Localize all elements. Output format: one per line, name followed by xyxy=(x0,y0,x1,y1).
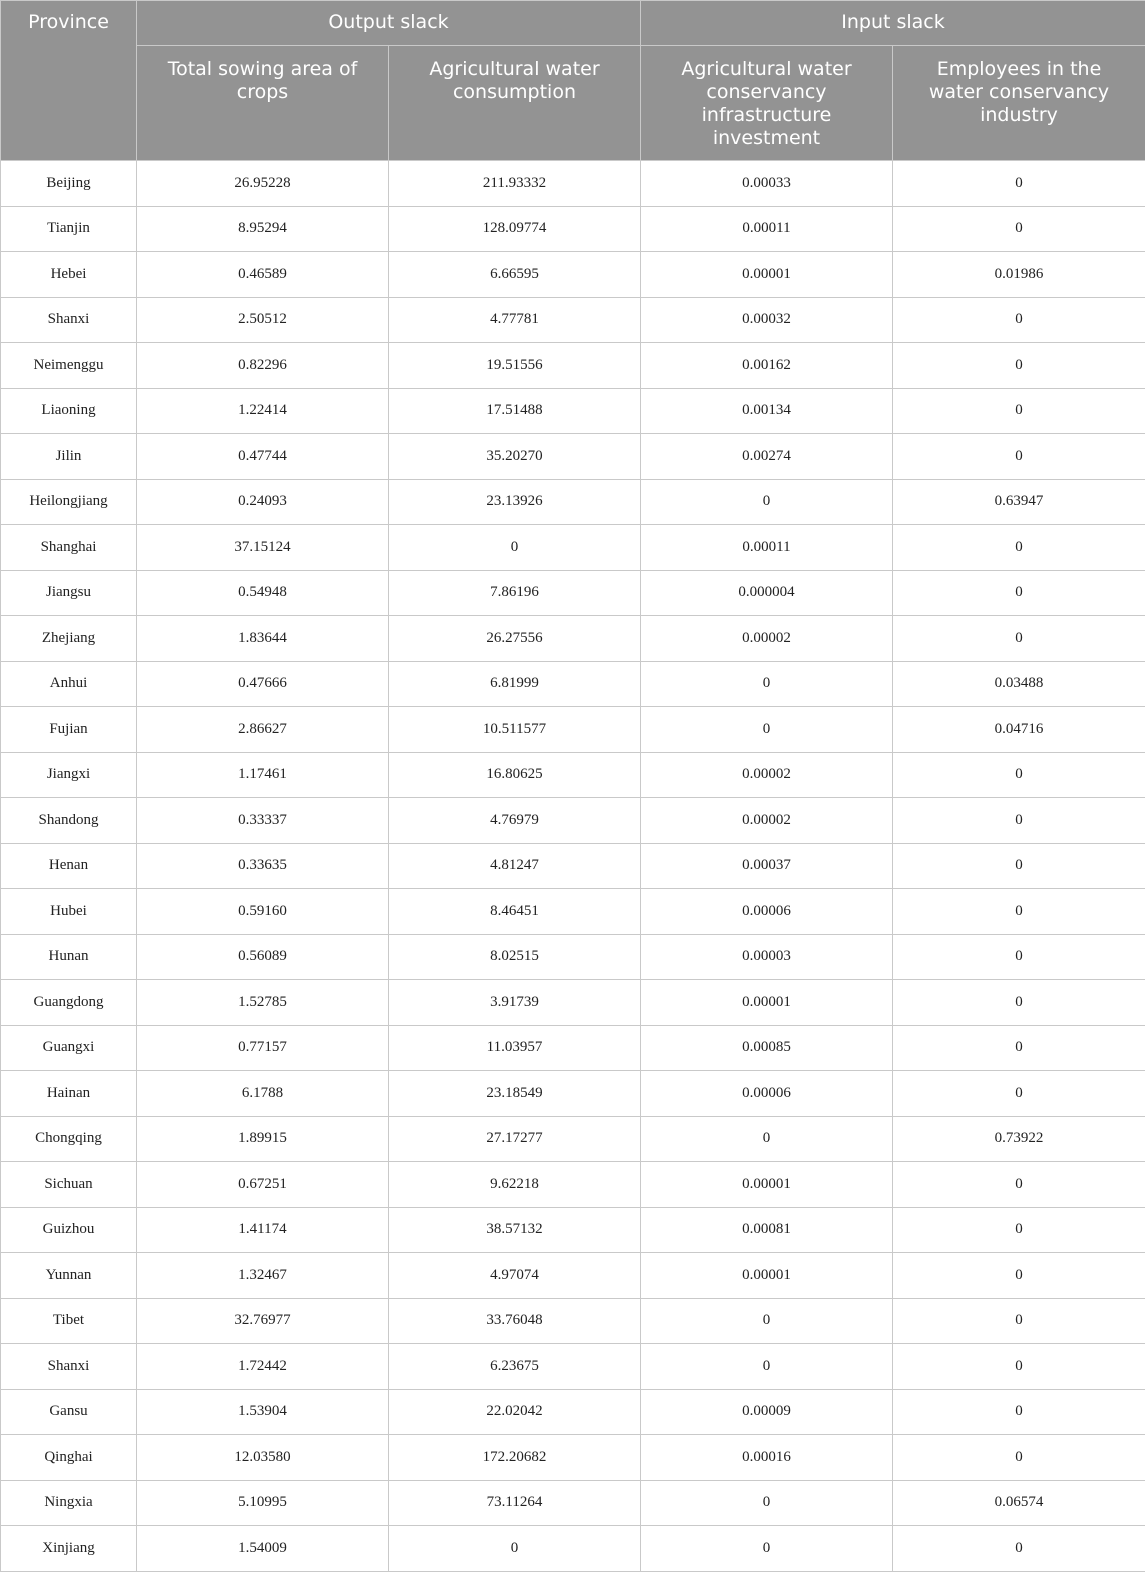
employees-cell: 0.04716 xyxy=(893,707,1145,753)
table-row xyxy=(1,1298,1145,1344)
sowing-area-cell: 0.46589 xyxy=(137,252,389,298)
water-consumption-cell: 6.23675 xyxy=(389,1344,641,1390)
employees-cell: 0 xyxy=(893,1025,1145,1071)
employees-cell: 0 xyxy=(893,752,1145,798)
sowing-area-cell: 2.86627 xyxy=(137,707,389,753)
table-row xyxy=(1,388,1145,434)
province-cell: Hunan xyxy=(1,934,137,980)
water-consumption-cell: 0 xyxy=(389,525,641,571)
header-input-slack: Input slack xyxy=(641,1,1145,46)
province-cell: Ningxia xyxy=(1,1480,137,1526)
employees-cell: 0 xyxy=(893,1344,1145,1390)
sowing-area-cell: 6.1788 xyxy=(137,1071,389,1117)
sowing-area-cell: 0.56089 xyxy=(137,934,389,980)
water-consumption-cell: 6.81999 xyxy=(389,661,641,707)
sowing-area-cell: 37.15124 xyxy=(137,525,389,571)
investment-cell: 0.00011 xyxy=(641,525,893,571)
employees-cell: 0.73922 xyxy=(893,1116,1145,1162)
table-row xyxy=(1,1389,1145,1435)
table-row xyxy=(1,1480,1145,1526)
water-consumption-cell: 4.77781 xyxy=(389,297,641,343)
investment-cell: 0.00001 xyxy=(641,1253,893,1299)
sowing-area-cell: 1.89915 xyxy=(137,1116,389,1162)
investment-cell: 0.00134 xyxy=(641,388,893,434)
table-row xyxy=(1,343,1145,389)
water-consumption-cell: 27.17277 xyxy=(389,1116,641,1162)
investment-cell: 0.00003 xyxy=(641,934,893,980)
table-body xyxy=(1,161,1145,1572)
employees-cell: 0.06574 xyxy=(893,1480,1145,1526)
province-cell: Tibet xyxy=(1,1298,137,1344)
sowing-area-cell: 0.67251 xyxy=(137,1162,389,1208)
table-row xyxy=(1,252,1145,298)
province-cell: Jiangxi xyxy=(1,752,137,798)
province-cell: Jilin xyxy=(1,434,137,480)
sowing-area-cell: 12.03580 xyxy=(137,1435,389,1481)
table-header xyxy=(1,1,1145,161)
sowing-area-cell: 5.10995 xyxy=(137,1480,389,1526)
investment-cell: 0.00162 xyxy=(641,343,893,389)
sowing-area-cell: 0.33635 xyxy=(137,843,389,889)
province-cell: Hebei xyxy=(1,252,137,298)
investment-cell: 0 xyxy=(641,661,893,707)
header-infrastructure-investment: Agricultural water conservancy infrastructure investment xyxy=(641,46,893,161)
water-consumption-cell: 22.02042 xyxy=(389,1389,641,1435)
investment-cell: 0 xyxy=(641,1480,893,1526)
province-cell: Shandong xyxy=(1,798,137,844)
investment-cell: 0.00002 xyxy=(641,616,893,662)
sowing-area-cell: 1.22414 xyxy=(137,388,389,434)
sowing-area-cell: 1.41174 xyxy=(137,1207,389,1253)
investment-cell: 0 xyxy=(641,479,893,525)
table-row xyxy=(1,1207,1145,1253)
investment-cell: 0.00033 xyxy=(641,161,893,207)
table-row xyxy=(1,1253,1145,1299)
table-row xyxy=(1,752,1145,798)
sowing-area-cell: 0.77157 xyxy=(137,1025,389,1071)
sowing-area-cell: 1.52785 xyxy=(137,980,389,1026)
water-consumption-cell: 7.86196 xyxy=(389,570,641,616)
investment-cell: 0 xyxy=(641,1116,893,1162)
employees-cell: 0 xyxy=(893,206,1145,252)
table-row xyxy=(1,1025,1145,1071)
employees-cell: 0 xyxy=(893,1389,1145,1435)
province-cell: Hainan xyxy=(1,1071,137,1117)
sowing-area-cell: 0.82296 xyxy=(137,343,389,389)
investment-cell: 0.00001 xyxy=(641,980,893,1026)
header-total-sowing-area: Total sowing area of crops xyxy=(137,46,389,161)
table-row xyxy=(1,616,1145,662)
water-consumption-cell: 6.66595 xyxy=(389,252,641,298)
province-cell: Gansu xyxy=(1,1389,137,1435)
employees-cell: 0 xyxy=(893,161,1145,207)
province-cell: Zhejiang xyxy=(1,616,137,662)
province-cell: Shanxi xyxy=(1,297,137,343)
employees-cell: 0 xyxy=(893,1298,1145,1344)
water-consumption-cell: 17.51488 xyxy=(389,388,641,434)
table-row xyxy=(1,1162,1145,1208)
water-consumption-cell: 11.03957 xyxy=(389,1025,641,1071)
water-consumption-cell: 8.02515 xyxy=(389,934,641,980)
employees-cell: 0 xyxy=(893,297,1145,343)
investment-cell: 0.00274 xyxy=(641,434,893,480)
water-consumption-cell: 10.511577 xyxy=(389,707,641,753)
table-row xyxy=(1,843,1145,889)
province-cell: Fujian xyxy=(1,707,137,753)
header-output-slack: Output slack xyxy=(137,1,641,46)
sowing-area-cell: 0.47666 xyxy=(137,661,389,707)
province-cell: Liaoning xyxy=(1,388,137,434)
investment-cell: 0 xyxy=(641,1298,893,1344)
investment-cell: 0.00002 xyxy=(641,752,893,798)
province-cell: Guangxi xyxy=(1,1025,137,1071)
water-consumption-cell: 0 xyxy=(389,1526,641,1572)
water-consumption-cell: 4.81247 xyxy=(389,843,641,889)
employees-cell: 0.03488 xyxy=(893,661,1145,707)
sowing-area-cell: 32.76977 xyxy=(137,1298,389,1344)
investment-cell: 0.00006 xyxy=(641,889,893,935)
table-row xyxy=(1,889,1145,935)
table-row xyxy=(1,297,1145,343)
province-cell: Shanxi xyxy=(1,1344,137,1390)
province-cell: Heilongjiang xyxy=(1,479,137,525)
investment-cell: 0.00011 xyxy=(641,206,893,252)
table-row xyxy=(1,206,1145,252)
investment-cell: 0.00006 xyxy=(641,1071,893,1117)
province-cell: Xinjiang xyxy=(1,1526,137,1572)
investment-cell: 0.00037 xyxy=(641,843,893,889)
province-cell: Guizhou xyxy=(1,1207,137,1253)
water-consumption-cell: 73.11264 xyxy=(389,1480,641,1526)
employees-cell: 0 xyxy=(893,1435,1145,1481)
sowing-area-cell: 0.54948 xyxy=(137,570,389,616)
province-cell: Henan xyxy=(1,843,137,889)
employees-cell: 0.01986 xyxy=(893,252,1145,298)
province-cell: Beijing xyxy=(1,161,137,207)
water-consumption-cell: 23.13926 xyxy=(389,479,641,525)
table-row xyxy=(1,798,1145,844)
employees-cell: 0 xyxy=(893,1253,1145,1299)
table-row xyxy=(1,1071,1145,1117)
province-cell: Guangdong xyxy=(1,980,137,1026)
header-agricultural-water-consumption: Agricultural water consumption xyxy=(389,46,641,161)
employees-cell: 0 xyxy=(893,1526,1145,1572)
water-consumption-cell: 23.18549 xyxy=(389,1071,641,1117)
investment-cell: 0.00016 xyxy=(641,1435,893,1481)
province-cell: Qinghai xyxy=(1,1435,137,1481)
investment-cell: 0.00001 xyxy=(641,252,893,298)
water-consumption-cell: 9.62218 xyxy=(389,1162,641,1208)
province-cell: Anhui xyxy=(1,661,137,707)
employees-cell: 0 xyxy=(893,798,1145,844)
investment-cell: 0 xyxy=(641,707,893,753)
sowing-area-cell: 0.59160 xyxy=(137,889,389,935)
table-row xyxy=(1,661,1145,707)
sowing-area-cell: 0.47744 xyxy=(137,434,389,480)
employees-cell: 0 xyxy=(893,843,1145,889)
province-cell: Hubei xyxy=(1,889,137,935)
province-cell: Shanghai xyxy=(1,525,137,571)
sowing-area-cell: 1.53904 xyxy=(137,1389,389,1435)
sowing-area-cell: 1.54009 xyxy=(137,1526,389,1572)
employees-cell: 0 xyxy=(893,570,1145,616)
table-row xyxy=(1,1526,1145,1572)
header-employees: Employees in the water conservancy industry xyxy=(893,46,1145,161)
sowing-area-cell: 0.24093 xyxy=(137,479,389,525)
water-consumption-cell: 38.57132 xyxy=(389,1207,641,1253)
water-consumption-cell: 33.76048 xyxy=(389,1298,641,1344)
table-row xyxy=(1,1116,1145,1162)
sowing-area-cell: 1.32467 xyxy=(137,1253,389,1299)
investment-cell: 0.000004 xyxy=(641,570,893,616)
province-cell: Sichuan xyxy=(1,1162,137,1208)
sowing-area-cell: 2.50512 xyxy=(137,297,389,343)
header-province: Province xyxy=(1,1,137,161)
employees-cell: 0 xyxy=(893,934,1145,980)
water-consumption-cell: 26.27556 xyxy=(389,616,641,662)
sowing-area-cell: 26.95228 xyxy=(137,161,389,207)
investment-cell: 0.00002 xyxy=(641,798,893,844)
water-consumption-cell: 35.20270 xyxy=(389,434,641,480)
sowing-area-cell: 1.83644 xyxy=(137,616,389,662)
water-consumption-cell: 128.09774 xyxy=(389,206,641,252)
employees-cell: 0 xyxy=(893,980,1145,1026)
water-consumption-cell: 3.91739 xyxy=(389,980,641,1026)
table-row xyxy=(1,161,1145,207)
province-cell: Jiangsu xyxy=(1,570,137,616)
employees-cell: 0 xyxy=(893,343,1145,389)
sowing-area-cell: 8.95294 xyxy=(137,206,389,252)
employees-cell: 0 xyxy=(893,388,1145,434)
table-row xyxy=(1,980,1145,1026)
province-cell: Neimenggu xyxy=(1,343,137,389)
table-row xyxy=(1,434,1145,480)
investment-cell: 0.00001 xyxy=(641,1162,893,1208)
province-cell: Yunnan xyxy=(1,1253,137,1299)
employees-cell: 0 xyxy=(893,616,1145,662)
employees-cell: 0 xyxy=(893,434,1145,480)
table-row xyxy=(1,707,1145,753)
water-consumption-cell: 8.46451 xyxy=(389,889,641,935)
water-consumption-cell: 211.93332 xyxy=(389,161,641,207)
investment-cell: 0.00085 xyxy=(641,1025,893,1071)
investment-cell: 0.00032 xyxy=(641,297,893,343)
sowing-area-cell: 1.72442 xyxy=(137,1344,389,1390)
province-cell: Tianjin xyxy=(1,206,137,252)
employees-cell: 0.63947 xyxy=(893,479,1145,525)
table-row xyxy=(1,1344,1145,1390)
province-cell: Chongqing xyxy=(1,1116,137,1162)
investment-cell: 0.00081 xyxy=(641,1207,893,1253)
water-consumption-cell: 19.51556 xyxy=(389,343,641,389)
table-row xyxy=(1,1435,1145,1481)
employees-cell: 0 xyxy=(893,525,1145,571)
water-consumption-cell: 4.97074 xyxy=(389,1253,641,1299)
table-row xyxy=(1,570,1145,616)
investment-cell: 0 xyxy=(641,1344,893,1390)
investment-cell: 0 xyxy=(641,1526,893,1572)
water-consumption-cell: 172.20682 xyxy=(389,1435,641,1481)
investment-cell: 0.00009 xyxy=(641,1389,893,1435)
sowing-area-cell: 0.33337 xyxy=(137,798,389,844)
employees-cell: 0 xyxy=(893,1207,1145,1253)
table-row xyxy=(1,479,1145,525)
table-row xyxy=(1,525,1145,571)
sowing-area-cell: 1.17461 xyxy=(137,752,389,798)
water-consumption-cell: 4.76979 xyxy=(389,798,641,844)
employees-cell: 0 xyxy=(893,1162,1145,1208)
employees-cell: 0 xyxy=(893,1071,1145,1117)
water-consumption-cell: 16.80625 xyxy=(389,752,641,798)
employees-cell: 0 xyxy=(893,889,1145,935)
table-row xyxy=(1,934,1145,980)
